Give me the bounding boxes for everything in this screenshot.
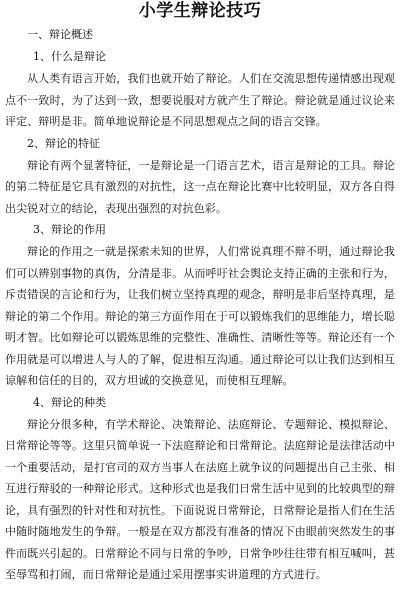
document-title: 小学生辩论技巧	[138, 1, 262, 21]
section-paragraph-functions: 辩论的作用之一就是探索未知的世界，人们常说真理不辩不明，通过辩论我们可以辨别事物的真伪，分清是非。从而呼吁社会舆论支持正确的主张和行为，斥责错误的言论和行为，让我们树立坚持真理的观念，辩明是非后坚持真理，是辩论的第二个作用。辩论的第三方面作用在于可以锻炼我们的思维能力，增长聪明才智。比如辩论可以锻炼思维的完整性、准确性、清晰性等等。辩论还有一个作用就是可以增进人与人的了解，促进相互沟通。通过辩论可以让我们达到相互谅解和信任的目的，双方坦诚的交换意见，而使相互理解。	[5, 245, 395, 387]
section-heading-types: 4、辩论的种类	[33, 395, 106, 409]
overview-heading: 一、辩论概述	[27, 28, 93, 41]
section-paragraph-features: 辩论有两个显著特征，一是辩论是一门语言艺术，语言是辩论的工具。辩论的第二特征是它具有激烈的对抗性，这一点在辩论比赛中比较明显，双方各自得出尖锐对立的结论，表现出强烈的对抗色彩。	[5, 158, 395, 215]
section-heading-features: 2、辩论的特征	[27, 136, 100, 150]
section-paragraph-types: 辩论分很多种，有学术辩论、决策辩论、法庭辩论、专题辩论、模拟辩论、日常辩论等等。这里只简单说一下法庭辩论和日常辩论。法庭辩论是法律活动中一个重要活动，是打官司的双方当事人在法庭上就争议的问题提出自己主张、相互进行辩驳的一种辩论形式。这种形式也是我们日常生活中见到的比较典型的辩论，具有强烈的针对性和对抗性。下面说说日常辩论，日常辩论是指人们在生活中随时随地发生的争辩。一般是在双方都没有准备的情况下由眼前突然发生的事件而既兴引起的。日常辩论不同与日常的争吵，日常争吵往往带有相互喊叫，甚至辱骂和打闹，而日常辩论是通过采用摆事实讲道理的方式进行。	[5, 417, 395, 581]
section-heading-what-is-debate: 1、什么是辩论	[33, 50, 106, 63]
section-heading-functions: 3、辩论的作用	[33, 223, 106, 236]
section-paragraph-what-is-debate: 从人类有语言开始，我们也就开始了辩论。人们在交流思想传递情感出现观点不一致时，为了达到一致，想要说服对方就产生了辩论。辩论就是通过议论来评定、辩明是非。简单地说辩论是不同思想观点之间的语言交锋。	[5, 72, 395, 128]
